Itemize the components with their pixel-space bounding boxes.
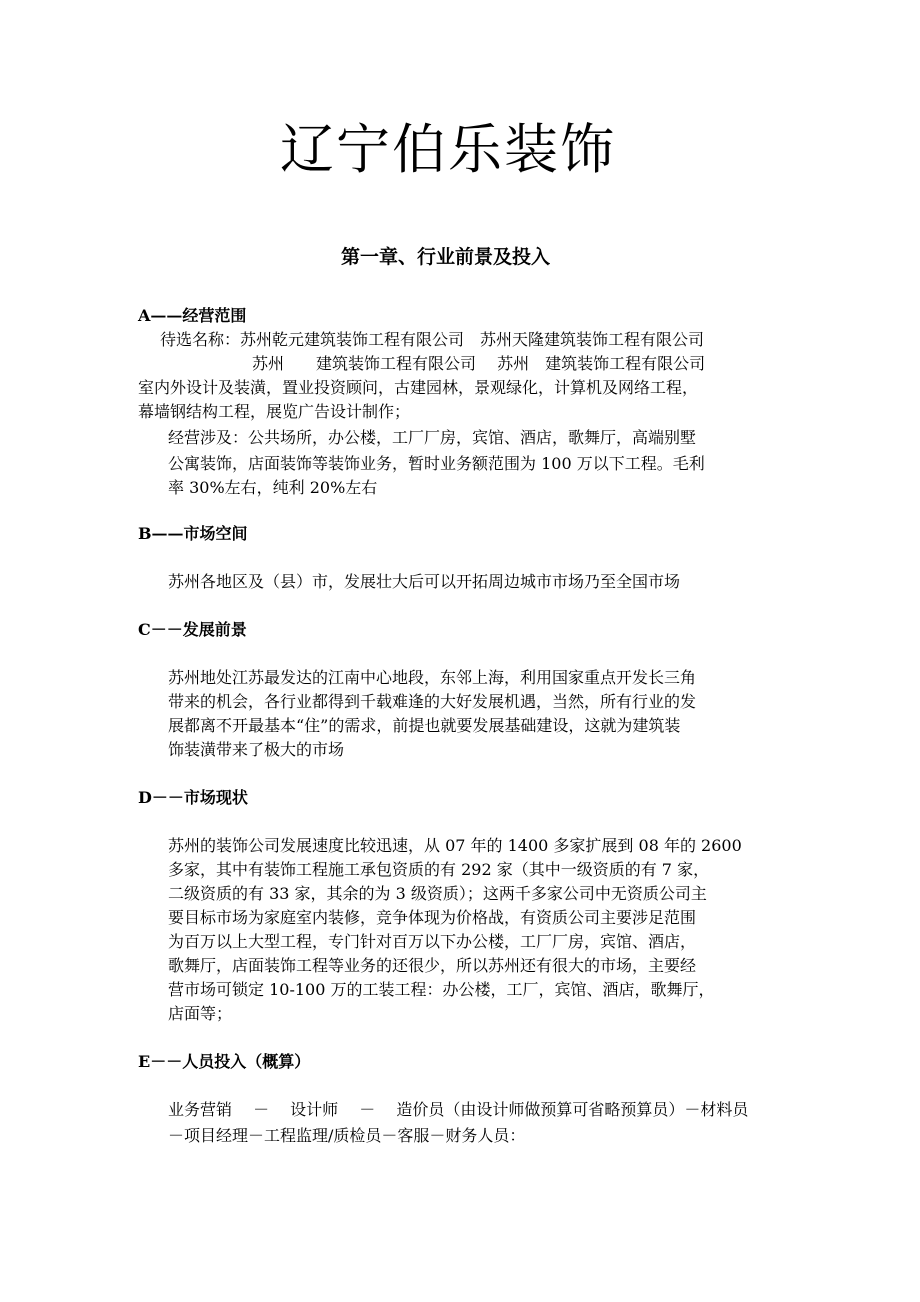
section-c-line: 带来的机会，各行业都得到千载难逢的大好发展机遇，当然，所有行业的发 — [168, 692, 697, 711]
section-c-heading: C－－发展前景 — [138, 620, 247, 639]
section-e-heading: E－－人员投入（概算） — [138, 1052, 311, 1071]
section-e-line: 业务营销 － 设计师 － 造价员（由设计师做预算可省略预算员）－材料员 — [168, 1100, 749, 1119]
section-c-line: 展都离不开最基本“住”的需求，前提也就要发展基础建设，这就为建筑装 — [168, 716, 681, 735]
section-a-line: 室内外设计及装潢，置业投资顾问，古建园林，景观绿化，计算机及网络工程， — [138, 378, 699, 397]
section-b-line: 苏州各地区及（县）市，发展壮大后可以开拓周边城市市场乃至全国市场 — [168, 572, 681, 591]
section-d-line: 二级资质的有 33 家，其余的为 3 级资质）；这两千多家公司中无资质公司主 — [168, 884, 707, 903]
section-a-line: 经营涉及：公共场所，办公楼，工厂厂房，宾馆、酒店，歌舞厅，高端别墅 — [168, 428, 697, 447]
section-d-line: 歌舞厅，店面装饰工程等业务的还很少，所以苏州还有很大的市场，主要经 — [168, 956, 697, 975]
section-e-line: －项目经理－工程监理/质检员－客服－财务人员： — [168, 1126, 526, 1145]
section-a-line: 待选名称：苏州乾元建筑装饰工程有限公司 苏州天隆建筑装饰工程有限公司 — [160, 330, 705, 349]
section-c-line: 饰装潢带来了极大的市场 — [168, 740, 345, 759]
section-d-heading: D－－市场现状 — [138, 788, 248, 807]
section-a-line: 幕墙钢结构工程，展览广告设计制作； — [138, 402, 411, 421]
section-d-line: 营市场可锁定 10-100 万的工装工程：办公楼，工厂，宾馆、酒店，歌舞厅， — [168, 980, 715, 999]
section-d-line: 苏州的装饰公司发展速度比较迅速，从 07 年的 1400 多家扩展到 08 年的 2600 — [168, 836, 742, 855]
section-d-line: 要目标市场为家庭室内装修，竞争体现为价格战，有资质公司主要涉足范围 — [168, 908, 697, 927]
section-d-line: 店面等； — [168, 1004, 233, 1023]
document-title: 辽宁伯乐装饰 — [280, 118, 616, 181]
section-d-line: 为百万以上大型工程，专门针对百万以下办公楼，工厂厂房，宾馆、酒店， — [168, 932, 697, 951]
section-a-line: 率 30%左右，纯利 20%左右 — [168, 478, 378, 497]
section-d-line: 多家，其中有装饰工程施工承包资质的有 292 家（其中一级资质的有 7 家， — [168, 860, 710, 879]
section-a-heading: A——经营范围 — [138, 306, 247, 325]
section-c-line: 苏州地处江苏最发达的江南中心地段，东邻上海，利用国家重点开发长三角 — [168, 668, 697, 687]
section-a-line: 公寓装饰，店面装饰等装饰业务，暂时业务额范围为 100 万以下工程。毛利 — [168, 454, 705, 473]
section-b-heading: B——市场空间 — [138, 524, 248, 543]
chapter-heading: 第一章、行业前景及投入 — [341, 246, 551, 268]
section-a-line: 苏州 建筑装饰工程有限公司 苏州 建筑装饰工程有限公司 — [252, 354, 706, 373]
